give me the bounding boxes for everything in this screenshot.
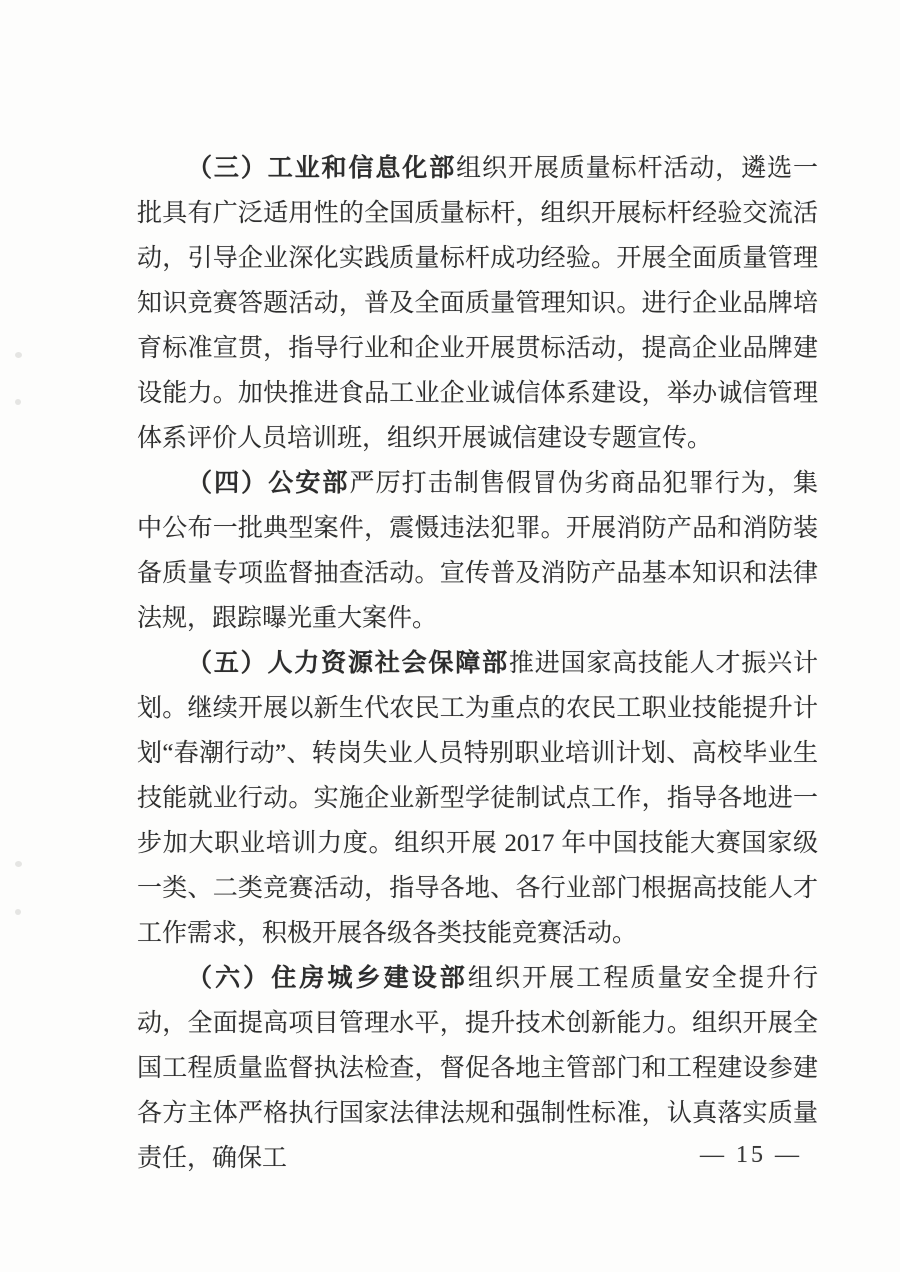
scan-speck: [15, 352, 22, 358]
section-paragraph-5: [137, 641, 818, 956]
section-heading-5: （五）人力资源社会保障部: [187, 650, 509, 677]
section-heading-4: （四）公安部: [187, 470, 350, 497]
section-paragraph-3: [137, 146, 818, 461]
section-heading-6: （六）住房城乡建设部: [187, 965, 468, 992]
document-body: [137, 146, 818, 1181]
section-text-5: 推进国家高技能人才振兴计划。继续开展以新生代农民工为重点的农民工职业技能提升计划“春潮行动”、转岗失业人员特别职业培训计划、高校毕业生技能就业行动。实施企业新型学徒制试点工作，指导各地进一步加大职业培训力度。组织开展 2017 年中国技能大赛国家级一类、二类竞赛活动，指导各地、各行业部门根据高技能人才工作需求，积极开展各级各类技能竞赛活动。: [137, 650, 818, 947]
section-text-4: 严厉打击制售假冒伪劣商品犯罪行为，集中公布一批典型案件，震慑违法犯罪。开展消防产品和消防装备质量专项监督抽查活动。宣传普及消防产品基本知识和法律法规，跟踪曝光重大案件。: [137, 470, 818, 632]
page-number: — 15 —: [700, 1142, 802, 1168]
scan-speck: [15, 399, 21, 405]
scan-speck: [15, 861, 22, 867]
section-text-3: 组织开展质量标杆活动，遴选一批具有广泛适用性的全国质量标杆，组织开展标杆经验交流活动，引导企业深化实践质量标杆成功经验。开展全面质量管理知识竞赛答题活动，普及全面质量管理知识。进行企业品牌培育标准宣贯，指导行业和企业开展贯标活动，提高企业品牌建设能力。加快推进食品工业企业诚信体系建设，举办诚信管理体系评价人员培训班，组织开展诚信建设专题宣传。: [137, 155, 818, 452]
section-heading-3: （三）工业和信息化部: [187, 155, 457, 182]
section-text-6: 组织开展工程质量安全提升行动，全面提高项目管理水平，提升技术创新能力。组织开展全国工程质量监督执法检查，督促各地主管部门和工程建设参建各方主体严格执行国家法律法规和强制性标准，认真落实质量责任，确保工: [137, 965, 818, 1172]
section-paragraph-4: [137, 461, 818, 641]
scan-speck: [15, 909, 21, 915]
